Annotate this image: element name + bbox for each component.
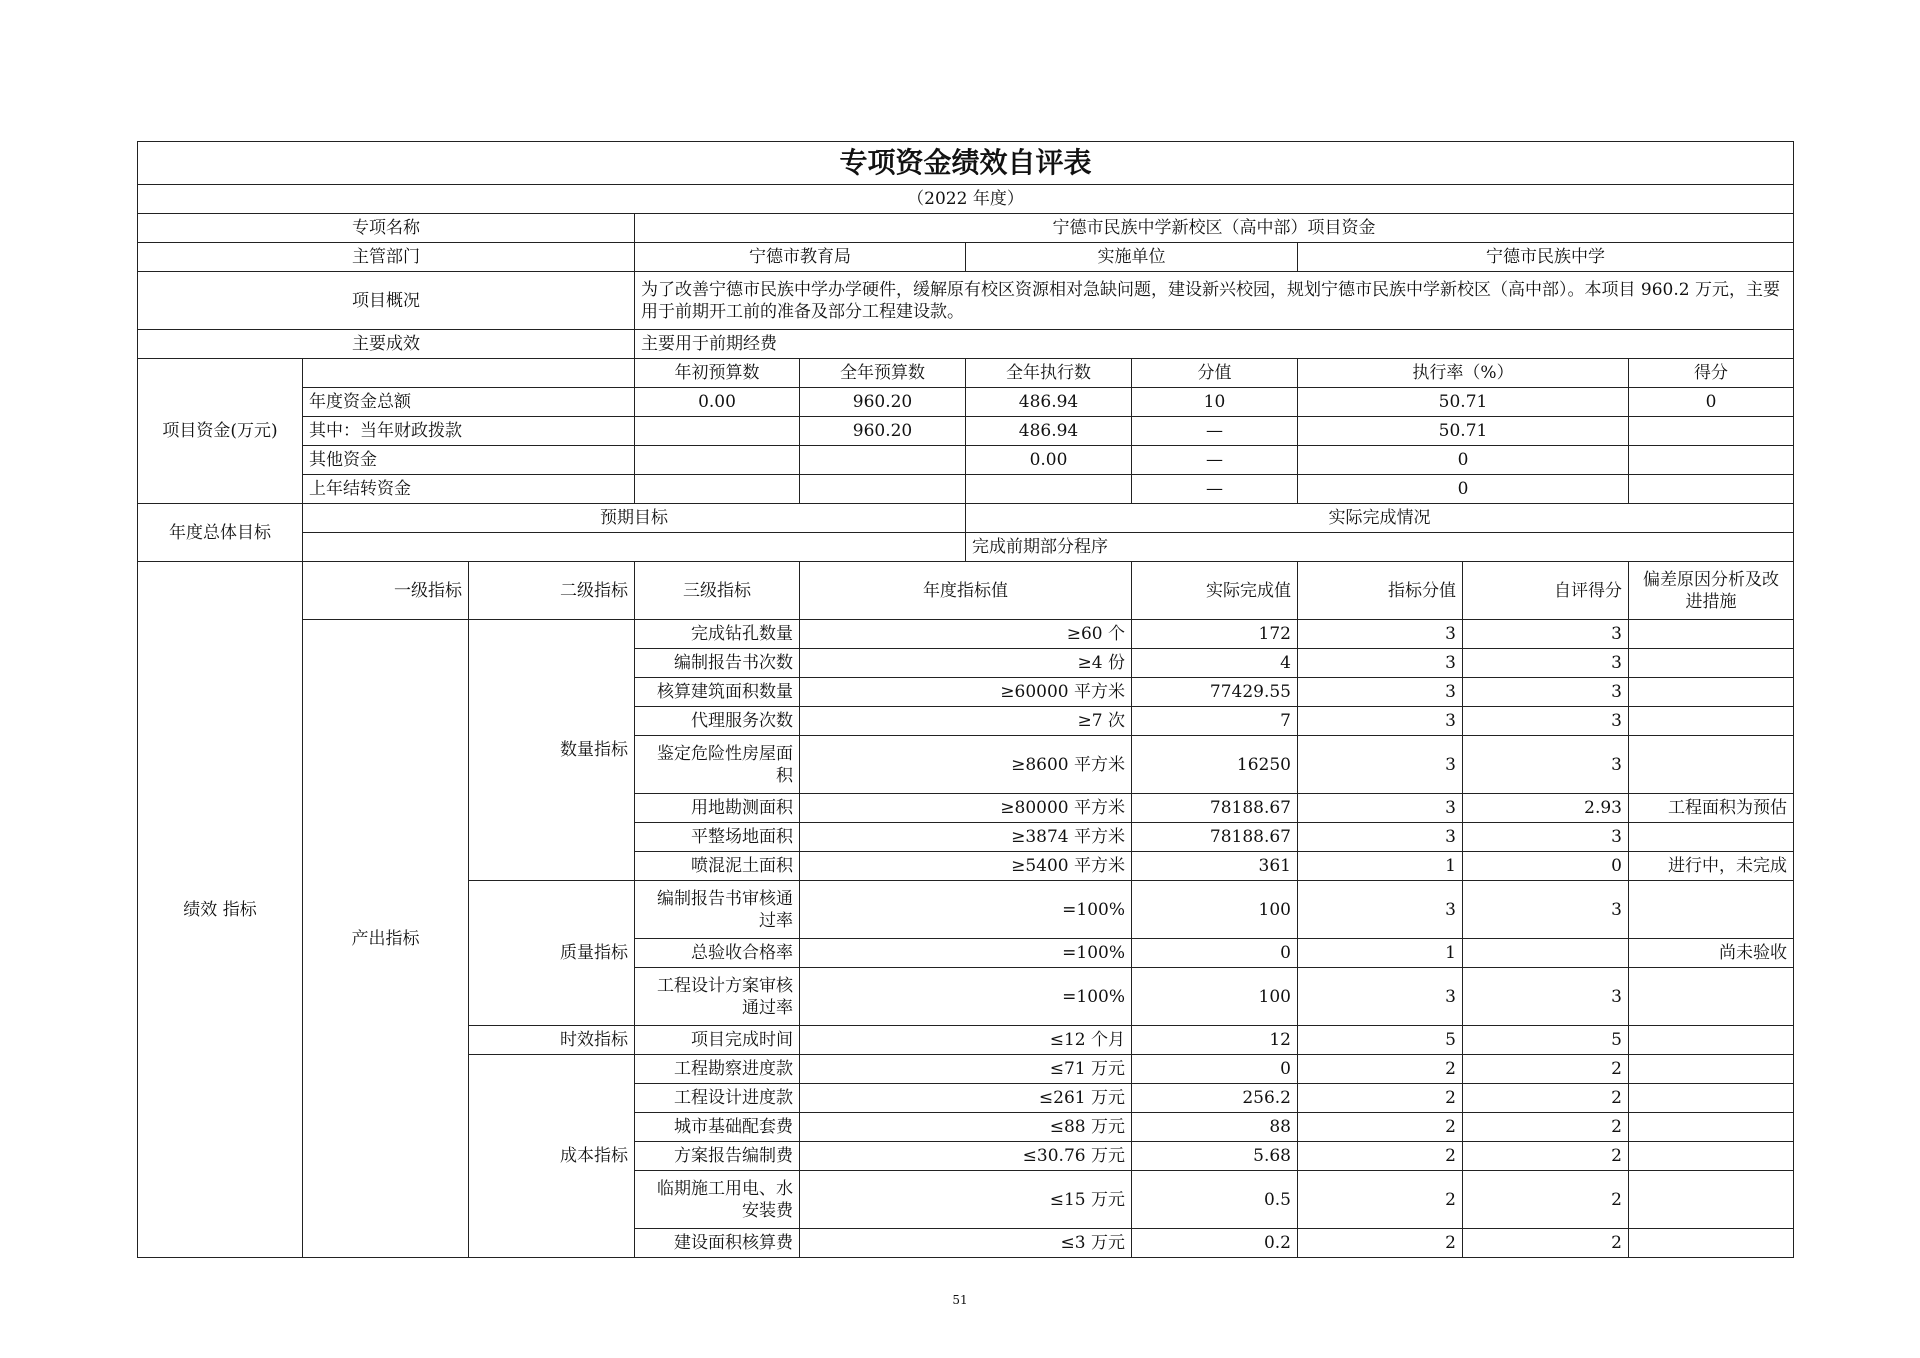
- perf-row-target: ≥8600 平方米: [800, 736, 1132, 794]
- perf-row-note: [1629, 1142, 1794, 1171]
- perf-row-name: 核算建筑面积数量: [635, 678, 800, 707]
- perf-row-score: 3: [1463, 881, 1629, 939]
- perf-header-score: 自评得分: [1463, 562, 1629, 620]
- impl-label: 实施单位: [966, 243, 1298, 272]
- perf-row-target: ≥3874 平方米: [800, 823, 1132, 852]
- funds-row-initial: [635, 446, 800, 475]
- perf-row-name: 总验收合格率: [635, 939, 800, 968]
- perf-row-name: 平整场地面积: [635, 823, 800, 852]
- funds-row: [138, 388, 1794, 417]
- perf-header-actual: 实际完成值: [1132, 562, 1298, 620]
- perf-row-target: ≥60 个: [800, 620, 1132, 649]
- perf-row-score: 2: [1463, 1171, 1629, 1229]
- perf-row-note: [1629, 620, 1794, 649]
- perf-row-weight: 3: [1298, 707, 1463, 736]
- perf-row-actual: 88: [1132, 1113, 1298, 1142]
- funds-row-executed: 0.00: [966, 446, 1132, 475]
- perf-row-target: ≤12 个月: [800, 1026, 1132, 1055]
- perf-row-weight: 2: [1298, 1084, 1463, 1113]
- table-title: 专项资金绩效自评表: [138, 142, 1794, 185]
- perf-label: 绩效 指标: [138, 562, 303, 1258]
- perf-row-target: ≥80000 平方米: [800, 794, 1132, 823]
- funds-header-rate: 执行率（%）: [1298, 359, 1629, 388]
- funds-header-score: 得分: [1629, 359, 1794, 388]
- funds-row-score: 0: [1629, 388, 1794, 417]
- perf-row-target: =100%: [800, 881, 1132, 939]
- perf-row-name: 项目完成时间: [635, 1026, 800, 1055]
- project-name-label: 专项名称: [138, 214, 635, 243]
- funds-row-name: 其他资金: [303, 446, 635, 475]
- perf-row-score: 5: [1463, 1026, 1629, 1055]
- year-subtitle: （2022 年度）: [138, 185, 1794, 214]
- overview-text: 为了改善宁德市民族中学办学硬件，缓解原有校区资源相对急缺问题，建设新兴校园，规划宁德市民族中学新校区（高中部）。本项目 960.2 万元，主要用于前期开工前的准备及部分工程建设款。: [635, 272, 1794, 330]
- funds-header-budget: 全年预算数: [800, 359, 966, 388]
- funds-row-score: [1629, 475, 1794, 504]
- project-name-value: 宁德市民族中学新校区（高中部）项目资金: [635, 214, 1794, 243]
- perf-row-weight: 2: [1298, 1113, 1463, 1142]
- perf-row-target: =100%: [800, 939, 1132, 968]
- funds-row-score-value: —: [1132, 475, 1298, 504]
- goal-actual-value: 完成前期部分程序: [966, 533, 1794, 562]
- perf-row-actual: 0.5: [1132, 1171, 1298, 1229]
- funds-row-initial: [635, 417, 800, 446]
- page-number: 51: [952, 1293, 968, 1307]
- perf-row-actual: 12: [1132, 1026, 1298, 1055]
- achievement-text: 主要用于前期经费: [635, 330, 1794, 359]
- perf-row-score: 3: [1463, 620, 1629, 649]
- perf-row-score: 3: [1463, 736, 1629, 794]
- funds-row-initial: 0.00: [635, 388, 800, 417]
- dept-value: 宁德市教育局: [635, 243, 966, 272]
- self-evaluation-table: [137, 141, 1794, 1258]
- perf-row-score: 3: [1463, 649, 1629, 678]
- perf-row-weight: 3: [1298, 823, 1463, 852]
- perf-row-note: [1629, 736, 1794, 794]
- perf-row-target: ≥4 份: [800, 649, 1132, 678]
- funds-header-blank: [303, 359, 635, 388]
- funds-row-score: [1629, 446, 1794, 475]
- perf-row-note: 进行中，未完成: [1629, 852, 1794, 881]
- perf-row-name: 编制报告书次数: [635, 649, 800, 678]
- perf-row-note: [1629, 649, 1794, 678]
- goal-expected-label: 预期目标: [303, 504, 966, 533]
- perf-header-level2: 二级指标: [469, 562, 635, 620]
- funds-row-score-value: 10: [1132, 388, 1298, 417]
- funds-header-initial: 年初预算数: [635, 359, 800, 388]
- funds-row-executed: 486.94: [966, 388, 1132, 417]
- perf-row-name: 编制报告书审核通过率: [635, 881, 800, 939]
- perf-row-name: 工程勘察进度款: [635, 1055, 800, 1084]
- perf-row-score: 2: [1463, 1084, 1629, 1113]
- perf-row-note: [1629, 968, 1794, 1026]
- perf-row-actual: 100: [1132, 881, 1298, 939]
- perf-row-actual: 5.68: [1132, 1142, 1298, 1171]
- perf-row-actual: 78188.67: [1132, 794, 1298, 823]
- funds-row-executed: 486.94: [966, 417, 1132, 446]
- perf-group-timeliness: 时效指标: [469, 1026, 635, 1055]
- perf-row-weight: 3: [1298, 794, 1463, 823]
- funds-row-rate: 50.71: [1298, 388, 1629, 417]
- perf-group-quantity: 数量指标: [469, 620, 635, 881]
- perf-row-score: 2: [1463, 1229, 1629, 1258]
- perf-row-name: 城市基础配套费: [635, 1113, 800, 1142]
- perf-row-actual: 0: [1132, 1055, 1298, 1084]
- perf-row-note: [1629, 1084, 1794, 1113]
- funds-row-score: [1629, 417, 1794, 446]
- perf-row-target: ≤15 万元: [800, 1171, 1132, 1229]
- perf-header-note: 偏差原因分析及改进措施: [1629, 562, 1794, 620]
- dept-label: 主管部门: [138, 243, 635, 272]
- impl-value: 宁德市民族中学: [1298, 243, 1794, 272]
- perf-row-note: [1629, 823, 1794, 852]
- funds-row: [138, 417, 1794, 446]
- perf-row-name: 临期施工用电、水安装费: [635, 1171, 800, 1229]
- perf-row-note: [1629, 881, 1794, 939]
- goal-expected-value: [303, 533, 966, 562]
- funds-row-budget: [800, 475, 966, 504]
- perf-row-actual: 0.2: [1132, 1229, 1298, 1258]
- funds-row-name: 上年结转资金: [303, 475, 635, 504]
- perf-row-name: 用地勘测面积: [635, 794, 800, 823]
- funds-row-name: 其中：当年财政拨款: [303, 417, 635, 446]
- perf-header-level1: 一级指标: [303, 562, 469, 620]
- perf-row-weight: 3: [1298, 649, 1463, 678]
- funds-row-executed: [966, 475, 1132, 504]
- goal-actual-label: 实际完成情况: [966, 504, 1794, 533]
- perf-row-actual: 77429.55: [1132, 678, 1298, 707]
- perf-row-name: 工程设计进度款: [635, 1084, 800, 1113]
- funds-row-name: 年度资金总额: [303, 388, 635, 417]
- funds-row-rate: 0: [1298, 475, 1629, 504]
- perf-row-target: ≥60000 平方米: [800, 678, 1132, 707]
- perf-row-score: [1463, 939, 1629, 968]
- perf-row-weight: 1: [1298, 939, 1463, 968]
- perf-row-weight: 2: [1298, 1171, 1463, 1229]
- perf-row-target: ≤88 万元: [800, 1113, 1132, 1142]
- perf-row-name: 鉴定危险性房屋面积: [635, 736, 800, 794]
- perf-row-score: 3: [1463, 823, 1629, 852]
- perf-row-name: 工程设计方案审核通过率: [635, 968, 800, 1026]
- perf-row-target: ≥5400 平方米: [800, 852, 1132, 881]
- perf-row-target: ≥7 次: [800, 707, 1132, 736]
- perf-row-score: 2: [1463, 1055, 1629, 1084]
- perf-row-target: =100%: [800, 968, 1132, 1026]
- perf-header-weight: 指标分值: [1298, 562, 1463, 620]
- perf-row-weight: 3: [1298, 736, 1463, 794]
- funds-row: [138, 446, 1794, 475]
- perf-row-weight: 1: [1298, 852, 1463, 881]
- perf-row-score: 2.93: [1463, 794, 1629, 823]
- perf-row-actual: 0: [1132, 939, 1298, 968]
- perf-row-target: ≤261 万元: [800, 1084, 1132, 1113]
- funds-row-budget: [800, 446, 966, 475]
- perf-row-note: [1629, 1171, 1794, 1229]
- perf-row-score: 3: [1463, 678, 1629, 707]
- perf-group-cost: 成本指标: [469, 1055, 635, 1258]
- funds-row-score-value: —: [1132, 446, 1298, 475]
- perf-row-actual: 100: [1132, 968, 1298, 1026]
- perf-header-target: 年度指标值: [800, 562, 1132, 620]
- perf-row-weight: 5: [1298, 1026, 1463, 1055]
- perf-row-target: ≤3 万元: [800, 1229, 1132, 1258]
- perf-row-weight: 2: [1298, 1055, 1463, 1084]
- perf-row-name: 方案报告编制费: [635, 1142, 800, 1171]
- perf-row-weight: 3: [1298, 678, 1463, 707]
- perf-row-name: 完成钻孔数量: [635, 620, 800, 649]
- perf-row-note: [1629, 678, 1794, 707]
- perf-group-quality: 质量指标: [469, 881, 635, 1026]
- funds-row-rate: 50.71: [1298, 417, 1629, 446]
- perf-row-actual: 361: [1132, 852, 1298, 881]
- funds-row-budget: 960.20: [800, 417, 966, 446]
- perf-row-actual: 16250: [1132, 736, 1298, 794]
- perf-row-actual: 7: [1132, 707, 1298, 736]
- perf-row-target: ≤30.76 万元: [800, 1142, 1132, 1171]
- funds-header-score-value: 分值: [1132, 359, 1298, 388]
- perf-row-score: 2: [1463, 1142, 1629, 1171]
- perf-row-actual: 78188.67: [1132, 823, 1298, 852]
- perf-row-weight: 3: [1298, 620, 1463, 649]
- funds-row-budget: 960.20: [800, 388, 966, 417]
- goal-label: 年度总体目标: [138, 504, 303, 562]
- perf-row-score: 0: [1463, 852, 1629, 881]
- perf-row: [138, 620, 1794, 649]
- funds-row: [138, 475, 1794, 504]
- perf-header-level3: 三级指标: [635, 562, 800, 620]
- perf-row-note: 尚未验收: [1629, 939, 1794, 968]
- perf-row-weight: 3: [1298, 968, 1463, 1026]
- perf-row-note: [1629, 1026, 1794, 1055]
- perf-row-weight: 3: [1298, 881, 1463, 939]
- perf-row-name: 代理服务次数: [635, 707, 800, 736]
- perf-row-actual: 172: [1132, 620, 1298, 649]
- perf-row-score: 3: [1463, 968, 1629, 1026]
- perf-row-note: [1629, 1055, 1794, 1084]
- overview-label: 项目概况: [138, 272, 635, 330]
- perf-row-weight: 2: [1298, 1229, 1463, 1258]
- perf-row-actual: 4: [1132, 649, 1298, 678]
- perf-level1: 产出指标: [303, 620, 469, 1258]
- perf-row-note: 工程面积为预估: [1629, 794, 1794, 823]
- funds-label: 项目资金(万元): [138, 359, 303, 504]
- perf-row-name: 建设面积核算费: [635, 1229, 800, 1258]
- perf-row-name: 喷混泥土面积: [635, 852, 800, 881]
- perf-row-weight: 2: [1298, 1142, 1463, 1171]
- funds-row-rate: 0: [1298, 446, 1629, 475]
- perf-row-score: 3: [1463, 707, 1629, 736]
- achievement-label: 主要成效: [138, 330, 635, 359]
- perf-row-note: [1629, 1113, 1794, 1142]
- funds-row-initial: [635, 475, 800, 504]
- perf-row-target: ≤71 万元: [800, 1055, 1132, 1084]
- funds-header-executed: 全年执行数: [966, 359, 1132, 388]
- perf-row-score: 2: [1463, 1113, 1629, 1142]
- funds-row-score-value: —: [1132, 417, 1298, 446]
- perf-row-actual: 256.2: [1132, 1084, 1298, 1113]
- perf-row-note: [1629, 1229, 1794, 1258]
- perf-row-note: [1629, 707, 1794, 736]
